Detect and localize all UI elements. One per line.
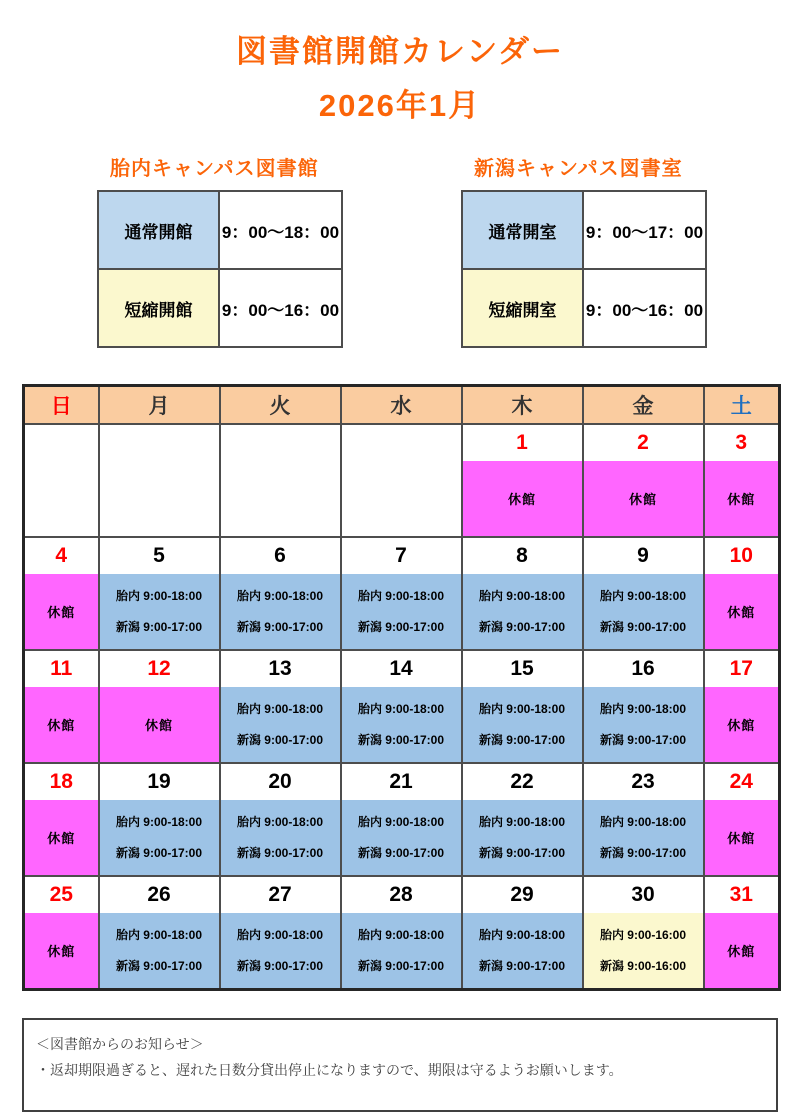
date-number: 21 (342, 764, 461, 800)
date-number: 24 (705, 764, 779, 800)
status-line: 新潟 9:00-17:00 (357, 958, 445, 973)
day-status-open (584, 687, 703, 762)
calendar-cell-empty (99, 424, 220, 537)
status-line: 胎内 9:00-18:00 (599, 589, 687, 604)
status-line: 休館 (727, 717, 756, 733)
calendar-cell-day-23 (583, 763, 704, 876)
legend-section (0, 152, 800, 348)
status-line: 胎内 9:00-18:00 (236, 589, 324, 604)
legend-tainai-normal-label: 通常開館 (98, 191, 219, 269)
date-number: 19 (100, 764, 219, 800)
status-line: 休館 (628, 491, 657, 507)
legend-row-short (462, 269, 706, 347)
day-status-open (463, 800, 582, 875)
day-status-open (221, 574, 340, 649)
date-number: 28 (342, 877, 461, 913)
day-status-closed (25, 913, 98, 988)
day-status-open (342, 913, 461, 988)
legend-tainai-heading: 胎内キャンパス図書館 (110, 158, 319, 180)
day-status-open (342, 687, 461, 762)
weekday-header-sat: 土 (704, 386, 780, 424)
calendar-cell-day-22 (462, 763, 583, 876)
calendar-table (22, 384, 781, 991)
day-status-open (100, 800, 219, 875)
legend-niigata-short-label: 短縮開室 (462, 269, 583, 347)
status-line: 新潟 9:00-17:00 (236, 619, 324, 634)
status-line: 新潟 9:00-17:00 (357, 619, 445, 634)
legend-niigata-normal-label: 通常開室 (462, 191, 583, 269)
status-line: 新潟 9:00-17:00 (115, 845, 203, 860)
calendar-cell-day-7 (341, 537, 462, 650)
day-status-open (463, 687, 582, 762)
calendar-cell-day-16 (583, 650, 704, 763)
status-line: 新潟 9:00-17:00 (599, 845, 687, 860)
status-line: 胎内 9:00-18:00 (478, 815, 566, 830)
date-number: 2 (584, 425, 703, 461)
status-line: 新潟 9:00-17:00 (478, 845, 566, 860)
date-number: 26 (100, 877, 219, 913)
day-status-open (221, 800, 340, 875)
status-line: 胎内 9:00-18:00 (357, 815, 445, 830)
status-line: 新潟 9:00-17:00 (236, 845, 324, 860)
legend-row-normal (98, 191, 342, 269)
status-line: 胎内 9:00-18:00 (115, 815, 203, 830)
weekday-header-row (24, 386, 780, 424)
date-number: 17 (705, 651, 779, 687)
day-status-open (100, 913, 219, 988)
calendar-cell-day-9 (583, 537, 704, 650)
legend-niigata-short-hours: 9：00～16：00 (583, 269, 706, 347)
calendar-cell-day-15 (462, 650, 583, 763)
calendar-cell-day-5 (99, 537, 220, 650)
day-status-closed (705, 800, 779, 875)
status-line: 胎内 9:00-18:00 (357, 702, 445, 717)
legend-tainai-normal-hours: 9：00～18：00 (219, 191, 342, 269)
date-number: 15 (463, 651, 582, 687)
notice-heading: ＜図書館からのお知らせ＞ (36, 1035, 204, 1052)
legend-tainai-short-label: 短縮開館 (98, 269, 219, 347)
day-status-open (463, 913, 582, 988)
date-number: 5 (100, 538, 219, 574)
status-line: 新潟 9:00-17:00 (478, 958, 566, 973)
day-status-closed (705, 461, 779, 536)
calendar-cell-day-10 (704, 537, 780, 650)
calendar-cell-day-4 (24, 537, 99, 650)
calendar-cell-day-11 (24, 650, 99, 763)
status-line: 休館 (47, 830, 76, 846)
date-number: 3 (705, 425, 779, 461)
status-line: 休館 (47, 943, 76, 959)
weekday-header-fri: 金 (583, 386, 704, 424)
status-line: 新潟 9:00-17:00 (599, 732, 687, 747)
status-line: 新潟 9:00-17:00 (236, 732, 324, 747)
weekday-header-tue: 火 (220, 386, 341, 424)
status-line: 胎内 9:00-18:00 (357, 928, 445, 943)
day-status-open (584, 574, 703, 649)
day-status-closed (705, 687, 779, 762)
status-line: 胎内 9:00-18:00 (599, 702, 687, 717)
legend-tainai-short-hours: 9：00～16：00 (219, 269, 342, 347)
day-status-short (584, 913, 703, 988)
legend-niigata-normal-hours: 9：00～17：00 (583, 191, 706, 269)
legend-row-short (98, 269, 342, 347)
calendar-cell-empty (341, 424, 462, 537)
calendar-cell-day-30 (583, 876, 704, 990)
date-number: 18 (25, 764, 98, 800)
status-line: 新潟 9:00-17:00 (357, 732, 445, 747)
calendar-cell-day-19 (99, 763, 220, 876)
calendar-week-row (24, 537, 780, 650)
status-line: 休館 (727, 830, 756, 846)
legend-tainai (97, 152, 343, 348)
weekday-header-sun: 日 (24, 386, 99, 424)
calendar-cell-day-27 (220, 876, 341, 990)
status-line: 新潟 9:00-17:00 (115, 958, 203, 973)
date-number: 7 (342, 538, 461, 574)
date-number: 8 (463, 538, 582, 574)
legend-niigata-table (461, 190, 707, 348)
date-number: 30 (584, 877, 703, 913)
date-number: 13 (221, 651, 340, 687)
calendar-cell-day-14 (341, 650, 462, 763)
page-subtitle: 2026年1月 (318, 88, 482, 123)
day-status-open (342, 800, 461, 875)
day-status-closed (584, 461, 703, 536)
calendar-cell-day-12 (99, 650, 220, 763)
date-number: 31 (705, 877, 779, 913)
calendar-cell-empty (220, 424, 341, 537)
status-line: 新潟 9:00-17:00 (478, 732, 566, 747)
status-line: 胎内 9:00-18:00 (478, 928, 566, 943)
day-status-open (584, 800, 703, 875)
weekday-header-mon: 月 (99, 386, 220, 424)
date-number: 6 (221, 538, 340, 574)
status-line: 休館 (727, 943, 756, 959)
day-status-open (221, 913, 340, 988)
calendar-cell-day-28 (341, 876, 462, 990)
calendar-week-row (24, 424, 780, 537)
status-line: 胎内 9:00-16:00 (599, 928, 687, 943)
date-number: 14 (342, 651, 461, 687)
day-status-closed (705, 574, 779, 649)
status-line: 休館 (144, 717, 173, 733)
calendar-cell-day-25 (24, 876, 99, 990)
status-line: 胎内 9:00-18:00 (236, 815, 324, 830)
weekday-header-thu: 木 (462, 386, 583, 424)
date-number: 9 (584, 538, 703, 574)
date-number: 29 (463, 877, 582, 913)
legend-row-normal (462, 191, 706, 269)
legend-niigata-heading: 新潟キャンパス図書室 (474, 158, 683, 180)
day-status-open (221, 687, 340, 762)
weekday-header-wed: 水 (341, 386, 462, 424)
calendar-cell-day-18 (24, 763, 99, 876)
day-status-open (463, 574, 582, 649)
status-line: 胎内 9:00-18:00 (115, 928, 203, 943)
page-title: 図書館開館カレンダー (236, 34, 564, 69)
calendar-cell-day-8 (462, 537, 583, 650)
status-line: 胎内 9:00-18:00 (357, 589, 445, 604)
status-line: 休館 (47, 604, 76, 620)
status-line: 休館 (727, 491, 756, 507)
date-number: 27 (221, 877, 340, 913)
calendar-cell-day-31 (704, 876, 780, 990)
status-line: 胎内 9:00-18:00 (236, 928, 324, 943)
day-status-closed (25, 687, 98, 762)
calendar-cell-day-26 (99, 876, 220, 990)
calendar-cell-day-13 (220, 650, 341, 763)
notice-text: ・返却期限過ぎると、遅れた日数分貸出停止になりますので、期限は守るようお願いします。 (36, 1061, 623, 1078)
date-number: 16 (584, 651, 703, 687)
calendar-cell-day-24 (704, 763, 780, 876)
date-number: 1 (463, 425, 582, 461)
status-line: 休館 (507, 491, 536, 507)
day-status-closed (25, 800, 98, 875)
date-number: 25 (25, 877, 98, 913)
status-line: 胎内 9:00-18:00 (599, 815, 687, 830)
status-line: 新潟 9:00-17:00 (357, 845, 445, 860)
day-status-open (100, 574, 219, 649)
status-line: 休館 (727, 604, 756, 620)
status-line: 胎内 9:00-18:00 (478, 702, 566, 717)
day-status-closed (100, 687, 219, 762)
day-status-open (342, 574, 461, 649)
date-number: 22 (463, 764, 582, 800)
calendar-week-row (24, 763, 780, 876)
status-line: 新潟 9:00-17:00 (478, 619, 566, 634)
date-number: 11 (25, 651, 98, 687)
calendar-cell-day-21 (341, 763, 462, 876)
date-number: 12 (100, 651, 219, 687)
calendar-cell-day-1 (462, 424, 583, 537)
status-line: 新潟 9:00-17:00 (236, 958, 324, 973)
date-number: 10 (705, 538, 779, 574)
calendar-week-row (24, 876, 780, 990)
status-line: 胎内 9:00-18:00 (478, 589, 566, 604)
date-number: 23 (584, 764, 703, 800)
status-line: 胎内 9:00-18:00 (236, 702, 324, 717)
calendar-cell-day-17 (704, 650, 780, 763)
status-line: 新潟 9:00-16:00 (599, 958, 687, 973)
notice-box (22, 1018, 778, 1112)
day-status-closed (463, 461, 582, 536)
legend-tainai-table (97, 190, 343, 348)
day-status-closed (25, 574, 98, 649)
calendar-cell-empty (24, 424, 99, 537)
calendar-cell-day-2 (583, 424, 704, 537)
status-line: 新潟 9:00-17:00 (599, 619, 687, 634)
calendar-cell-day-3 (704, 424, 780, 537)
calendar-cell-day-6 (220, 537, 341, 650)
date-number: 20 (221, 764, 340, 800)
calendar-cell-day-29 (462, 876, 583, 990)
status-line: 胎内 9:00-18:00 (115, 589, 203, 604)
calendar-cell-day-20 (220, 763, 341, 876)
page-header (0, 0, 800, 125)
day-status-closed (705, 913, 779, 988)
calendar-week-row (24, 650, 780, 763)
status-line: 休館 (47, 717, 76, 733)
legend-niigata (461, 152, 707, 348)
status-line: 新潟 9:00-17:00 (115, 619, 203, 634)
date-number: 4 (25, 538, 98, 574)
